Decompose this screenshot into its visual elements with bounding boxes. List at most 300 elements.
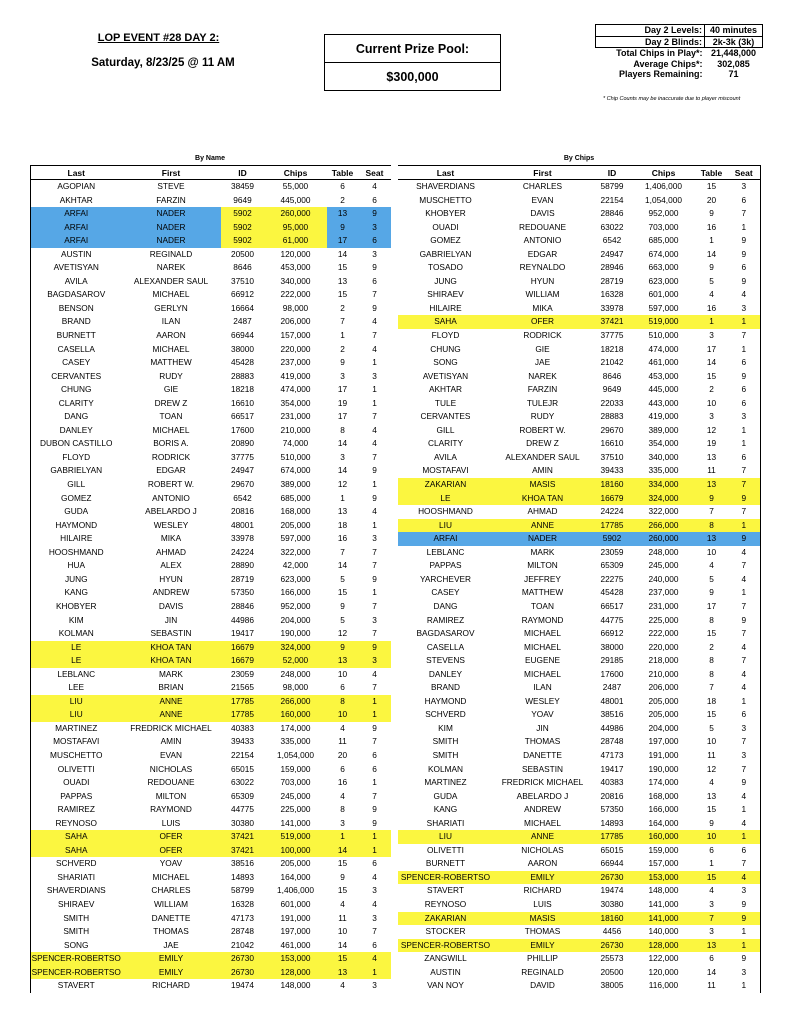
cell-first-name: RODRICK	[523, 330, 562, 341]
cell-player-id: 45428	[600, 587, 624, 598]
cell-seat: 7	[741, 600, 747, 611]
cell-first-name: THOMAS	[153, 926, 189, 937]
cell-player-id: 21042	[230, 939, 255, 950]
table-row	[398, 857, 760, 871]
cell-chips: 191,000	[648, 749, 679, 760]
cell-table: 8	[709, 655, 714, 666]
cell-player-id: 38000	[230, 343, 255, 354]
cell-table: 9	[695, 492, 728, 506]
stat-row	[596, 36, 763, 48]
cell-last-name: RAMIREZ	[426, 614, 465, 625]
cell-player-id: 28719	[600, 275, 624, 286]
cell-last-name: DUBON CASTILLO	[40, 438, 113, 449]
cell-table: 7	[709, 682, 714, 693]
cell-chips: 663,000	[648, 262, 679, 273]
table-row	[398, 275, 760, 289]
cell-table: 5	[340, 573, 345, 584]
table-header-row	[31, 166, 391, 180]
cell-first-name: MILTON	[155, 790, 187, 801]
table-row	[398, 708, 760, 722]
cell-player-id: 6542	[602, 235, 622, 246]
table-row	[31, 586, 391, 600]
cell-first-name: JEFFREY	[524, 573, 561, 584]
cell-chips: 419,000	[280, 370, 311, 381]
cell-seat: 3	[372, 980, 377, 991]
cell-chips: 453,000	[648, 370, 679, 381]
cell-seat: 1	[728, 830, 760, 844]
cell-first-name: ANNE	[493, 519, 592, 533]
cell-chips: 168,000	[648, 790, 679, 801]
cell-chips: 141,000	[632, 912, 695, 926]
cell-chips: 116,000	[648, 980, 679, 991]
cell-player-id: 17600	[600, 668, 624, 679]
cell-chips: 623,000	[648, 275, 679, 286]
cell-first-name: MICHAEL	[152, 424, 190, 435]
cell-first-name: DAVID	[530, 980, 555, 991]
cell-seat: 9	[741, 248, 747, 259]
table-row	[398, 519, 760, 533]
cell-seat: 4	[741, 573, 747, 584]
cell-player-id: 5902	[221, 207, 265, 221]
cell-last-name: SHIRAEV	[427, 289, 464, 300]
cell-seat: 1	[372, 397, 377, 408]
cell-seat: 6	[741, 397, 747, 408]
stat-label: Average Chips*:	[633, 58, 703, 69]
stat-value: 71	[728, 69, 739, 79]
cell-chips: 266,000	[632, 519, 695, 533]
cell-first-name: NAREK	[528, 370, 557, 381]
cell-table: 11	[707, 980, 716, 991]
table-row	[31, 194, 391, 208]
cell-player-id: 38459	[230, 181, 255, 191]
cell-chips: 120,000	[648, 966, 679, 977]
cell-chips: 166,000	[648, 804, 679, 815]
cell-table: 16	[706, 302, 717, 313]
column-header-seat: Seat	[359, 166, 391, 180]
cell-table: 13	[706, 451, 717, 462]
cell-player-id: 38516	[230, 858, 255, 869]
cell-last-name: VAN NOY	[427, 980, 464, 991]
cell-table: 19	[706, 438, 717, 449]
cell-last-name: DANG	[433, 600, 458, 611]
cell-player-id: 16610	[230, 397, 255, 408]
cell-table: 18	[337, 519, 348, 530]
cell-table: 10	[695, 830, 728, 844]
cell-last-name: PAPPAS	[60, 790, 93, 801]
cell-chips: 210,000	[280, 424, 311, 435]
cell-seat: 3	[372, 912, 377, 923]
cell-table: 14	[706, 966, 717, 977]
cell-table: 3	[340, 451, 345, 462]
cell-chips: 128,000	[632, 939, 695, 953]
cell-last-name: KHOBYER	[55, 600, 97, 611]
cell-last-name: ARFAI	[31, 221, 122, 235]
cell-player-id: 33978	[230, 533, 255, 544]
table-row	[31, 397, 391, 411]
cell-seat: 4	[372, 506, 377, 517]
cell-table: 12	[706, 763, 717, 774]
table-row	[31, 600, 391, 614]
cell-seat: 9	[372, 465, 377, 476]
cell-table: 9	[709, 587, 714, 598]
table-row	[31, 207, 391, 221]
cell-first-name: YOAV	[159, 858, 183, 869]
cell-chips: 601,000	[280, 898, 311, 909]
cell-seat: 1	[741, 804, 747, 815]
table-row	[31, 871, 391, 885]
table-row	[31, 329, 391, 343]
cell-last-name: MARTINEZ	[55, 722, 98, 733]
cell-chips: 260,000	[632, 532, 695, 546]
cell-player-id: 33978	[600, 302, 624, 313]
table-row	[31, 817, 391, 831]
cell-table: 9	[327, 641, 359, 655]
cell-first-name: WILLIAM	[153, 898, 189, 909]
cell-chips: 597,000	[648, 302, 679, 313]
cell-first-name: AHMAD	[156, 546, 186, 557]
cell-player-id: 9649	[233, 194, 252, 205]
table-row	[398, 695, 760, 709]
cell-first-name: RUDY	[530, 411, 555, 422]
cell-first-name: MICHAEL	[524, 668, 561, 679]
table-row	[31, 681, 391, 695]
cell-seat: 6	[741, 357, 747, 368]
table-row	[398, 925, 760, 939]
cell-last-name: SPENCER-ROBERTSO	[398, 871, 493, 885]
cell-table: 3	[709, 898, 714, 909]
cell-chips: 324,000	[265, 641, 327, 655]
cell-player-id: 65015	[230, 763, 255, 774]
cell-last-name: KOLMAN	[427, 763, 464, 774]
cell-table: 10	[327, 708, 359, 722]
cell-table: 12	[337, 479, 348, 490]
cell-first-name: RICHARD	[523, 885, 562, 896]
cell-table: 20	[337, 749, 348, 760]
cell-player-id: 20500	[230, 248, 255, 259]
cell-last-name: SPENCER-ROBERTSO	[31, 966, 122, 980]
cell-table: 13	[695, 478, 728, 492]
cell-player-id: 48001	[230, 519, 255, 530]
cell-table: 13	[706, 790, 717, 801]
cell-last-name: SHAVERDIANS	[416, 181, 475, 191]
cell-last-name: AVILA	[64, 275, 88, 286]
table-row	[31, 614, 391, 628]
cell-chips: 52,000	[265, 654, 327, 668]
cell-last-name: KIM	[68, 614, 84, 625]
cell-table: 11	[338, 736, 347, 747]
column-header-last-name: Last	[31, 166, 122, 180]
cell-player-id: 22033	[600, 397, 624, 408]
table-row	[398, 424, 760, 438]
cell-last-name: SHAVERDIANS	[46, 885, 106, 896]
table-row	[398, 898, 760, 912]
cell-last-name: ZANGWILL	[424, 953, 467, 964]
cell-table: 13	[327, 207, 359, 221]
cell-seat: 7	[372, 560, 377, 571]
table-row	[31, 830, 391, 844]
cell-table: 4	[709, 885, 714, 896]
cell-player-id: 17785	[592, 830, 632, 844]
cell-player-id: 16679	[592, 492, 632, 506]
table-row	[398, 817, 760, 831]
cell-table: 15	[337, 587, 348, 598]
table-row	[398, 410, 760, 424]
cell-last-name: MUSCHETTO	[419, 194, 472, 205]
cell-chips: 601,000	[648, 289, 679, 300]
cell-player-id: 26730	[221, 966, 265, 980]
cell-table: 15	[706, 709, 717, 720]
cell-first-name: EMILY	[122, 952, 221, 966]
cell-first-name: WESLEY	[153, 519, 189, 530]
cell-chips: 204,000	[280, 614, 311, 625]
cell-chips: 443,000	[648, 397, 679, 408]
cell-last-name: GILL	[67, 479, 86, 490]
cell-player-id: 2487	[602, 682, 622, 693]
cell-first-name: MIKA	[160, 533, 182, 544]
cell-seat: 4	[728, 871, 760, 885]
cell-chips: 389,000	[280, 479, 311, 490]
stat-value: 40 minutes	[705, 25, 763, 37]
cell-first-name: AARON	[527, 858, 558, 869]
table-row	[398, 735, 760, 749]
cell-last-name: MUSCHETTO	[50, 749, 103, 760]
table-row	[398, 248, 760, 262]
table-row	[398, 221, 760, 235]
cell-player-id: 18160	[592, 478, 632, 492]
cell-seat: 7	[741, 506, 747, 517]
cell-last-name: CERVANTES	[420, 411, 471, 422]
table-row	[398, 207, 760, 221]
cell-first-name: ABELARDO J	[516, 790, 569, 801]
cell-last-name: ZAKARIAN	[398, 478, 493, 492]
table-row	[31, 519, 391, 533]
table-row	[31, 464, 391, 478]
cell-first-name: RODRICK	[151, 451, 191, 462]
cell-first-name: ILAN	[161, 316, 181, 327]
cell-seat: 9	[359, 641, 391, 655]
table-row	[398, 803, 760, 817]
table-row	[31, 966, 391, 980]
cell-table: 15	[337, 289, 348, 300]
cell-seat: 7	[372, 926, 377, 937]
cell-chips: 335,000	[648, 465, 679, 476]
column-header-seat: Seat	[728, 166, 760, 180]
cell-seat: 7	[741, 736, 747, 747]
cell-last-name: REYNOSO	[55, 817, 97, 828]
cell-table: 11	[707, 465, 716, 476]
cell-player-id: 65309	[230, 790, 255, 801]
cell-player-id: 65309	[600, 560, 624, 571]
prize-pool-value: $300,000	[325, 62, 500, 90]
table-row	[398, 180, 760, 194]
cell-last-name: JUNG	[64, 573, 88, 584]
cell-player-id: 29670	[600, 424, 624, 435]
cell-chips: 205,000	[280, 858, 311, 869]
cell-seat: 1	[372, 519, 377, 530]
cell-player-id: 28883	[230, 370, 255, 381]
cell-seat: 9	[741, 275, 747, 286]
cell-chips: 335,000	[280, 736, 311, 747]
cell-player-id: 19417	[600, 763, 624, 774]
cell-chips: 237,000	[280, 357, 311, 368]
table-row	[31, 844, 391, 858]
cell-first-name: ABELARDO J	[145, 506, 197, 517]
cell-player-id: 26730	[592, 939, 632, 953]
cell-table: 13	[337, 275, 348, 286]
cell-seat: 7	[741, 208, 747, 219]
table-row	[31, 546, 391, 560]
cell-last-name: LEBLANC	[426, 546, 465, 557]
cell-seat: 3	[741, 966, 747, 977]
cell-first-name: AHMAD	[527, 506, 558, 517]
cell-player-id: 26730	[221, 952, 265, 966]
cell-first-name: NADER	[122, 207, 221, 221]
by-name-table	[30, 165, 391, 993]
cell-first-name: DREW Z	[154, 397, 188, 408]
cell-chips: 160,000	[632, 830, 695, 844]
cell-last-name: AVETISYAN	[422, 370, 469, 381]
cell-table: 12	[706, 424, 717, 435]
cell-last-name: BURNETT	[56, 330, 96, 341]
cell-table: 17	[327, 234, 359, 248]
cell-player-id: 38516	[600, 709, 624, 720]
table-row	[31, 451, 391, 465]
cell-player-id: 65015	[600, 844, 624, 855]
cell-table: 14	[706, 248, 717, 259]
cell-table: 10	[706, 546, 717, 557]
tournament-stats	[595, 24, 763, 80]
cell-seat: 1	[372, 479, 377, 490]
cell-player-id: 29670	[230, 479, 255, 490]
cell-first-name: REGINALD	[149, 248, 193, 259]
table-row	[31, 559, 391, 573]
by-chips-section-label: By Chips	[563, 155, 595, 162]
cell-first-name: THOMAS	[524, 926, 561, 937]
cell-player-id: 24947	[600, 248, 624, 259]
cell-chips: 55,000	[282, 181, 309, 191]
stat-label: Day 2 Blinds:	[596, 36, 705, 48]
cell-chips: 191,000	[280, 912, 311, 923]
cell-player-id: 37510	[600, 451, 624, 462]
cell-chips: 190,000	[648, 763, 679, 774]
cell-first-name: ROBERT W.	[519, 424, 566, 435]
cell-chips: 141,000	[648, 898, 679, 909]
table-row	[31, 532, 391, 546]
cell-first-name: MICHAEL	[524, 641, 561, 652]
cell-first-name: ANDREW	[524, 804, 561, 815]
cell-last-name: YARCHEVER	[419, 573, 472, 584]
cell-seat: 7	[728, 478, 760, 492]
cell-table: 9	[340, 357, 345, 368]
cell-seat: 4	[741, 641, 747, 652]
stat-label: Total Chips in Play*:	[616, 48, 703, 58]
cell-seat: 1	[372, 357, 377, 368]
cell-first-name: TOAN	[531, 600, 554, 611]
cell-first-name: OFER	[122, 844, 221, 858]
cell-seat: 4	[359, 952, 391, 966]
table-row	[31, 952, 391, 966]
cell-chips: 952,000	[648, 208, 679, 219]
table-row	[398, 451, 760, 465]
cell-chips: 197,000	[280, 926, 311, 937]
cell-seat: 7	[741, 560, 747, 571]
cell-last-name: SAHA	[398, 315, 493, 329]
cell-player-id: 21042	[600, 357, 624, 368]
by-name-section-label: By Name	[195, 155, 225, 162]
cell-first-name: DREW Z	[526, 438, 559, 449]
cell-seat: 1	[372, 384, 377, 395]
cell-player-id: 24224	[600, 506, 624, 517]
cell-chips: 240,000	[648, 573, 679, 584]
cell-chips: 231,000	[648, 600, 679, 611]
event-date: Saturday, 8/23/25 @ 11 AM	[91, 57, 235, 69]
column-header-chips: Chips	[632, 166, 695, 180]
cell-chips: 98,000	[282, 682, 309, 693]
cell-first-name: HYUN	[530, 275, 555, 286]
cell-chips: 206,000	[280, 316, 311, 327]
table-row	[31, 437, 391, 451]
cell-table: 9	[340, 871, 345, 882]
cell-chips: 122,000	[648, 953, 679, 964]
cell-table: 5	[709, 722, 714, 733]
table-row	[398, 478, 760, 492]
cell-last-name: BURNETT	[425, 858, 466, 869]
cell-last-name: OUADI	[63, 777, 90, 788]
cell-chips: 623,000	[280, 573, 311, 584]
cell-chips: 461,000	[648, 357, 679, 368]
cell-table: 20	[706, 194, 717, 205]
table-row	[398, 505, 760, 519]
cell-player-id: 17600	[230, 424, 255, 435]
cell-first-name: GIE	[163, 384, 179, 395]
cell-table: 13	[695, 939, 728, 953]
cell-table: 17	[706, 600, 717, 611]
cell-chips: 160,000	[265, 708, 327, 722]
cell-first-name: EDGAR	[156, 465, 186, 476]
cell-table: 9	[340, 600, 345, 611]
cell-seat: 4	[741, 817, 747, 828]
cell-player-id: 28846	[230, 600, 255, 611]
cell-chips: 1,406,000	[277, 885, 314, 896]
cell-last-name: AVILA	[434, 451, 457, 462]
cell-table: 15	[706, 804, 717, 815]
cell-chips: 510,000	[280, 451, 311, 462]
table-row	[398, 546, 760, 560]
table-row	[31, 248, 391, 262]
cell-seat: 1	[372, 587, 377, 598]
cell-chips: 220,000	[648, 641, 679, 652]
cell-first-name: REDOUANE	[147, 777, 195, 788]
cell-first-name: PHILLIP	[527, 953, 558, 964]
cell-seat: 1	[372, 777, 377, 788]
cell-player-id: 44775	[230, 804, 255, 815]
cell-table: 12	[337, 628, 348, 639]
cell-player-id: 24224	[230, 546, 255, 557]
cell-last-name: KIM	[438, 722, 453, 733]
cell-table: 4	[340, 790, 345, 801]
cell-seat: 9	[741, 370, 747, 381]
cell-table: 15	[695, 871, 728, 885]
cell-last-name: SAHA	[31, 844, 122, 858]
cell-player-id: 37421	[221, 830, 265, 844]
cell-last-name: BAGDASAROV	[47, 289, 106, 300]
table-row	[31, 343, 391, 357]
cell-player-id: 6542	[233, 492, 252, 503]
stat-row	[596, 48, 763, 59]
event-title: LOP EVENT #28 DAY 2:	[97, 32, 220, 44]
cell-player-id: 28846	[600, 208, 624, 219]
cell-last-name: AKHTAR	[59, 194, 93, 205]
